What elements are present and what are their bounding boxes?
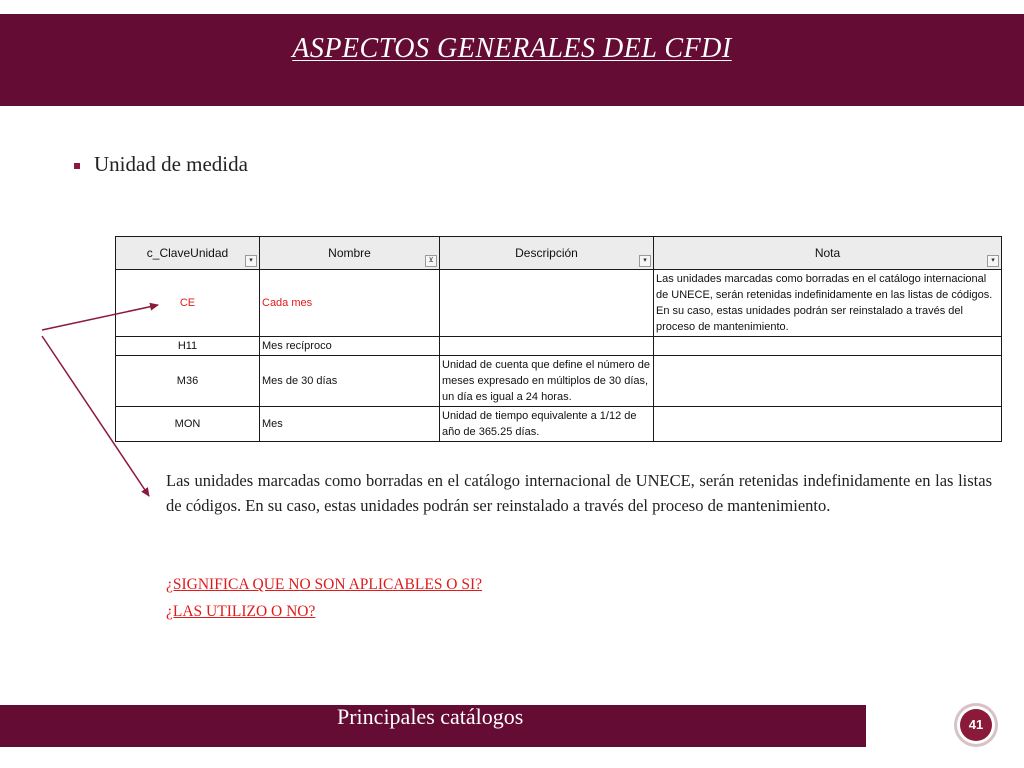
cell-code: M36	[116, 356, 260, 407]
arrow-to-explanation	[42, 336, 149, 496]
cell-code: MON	[116, 407, 260, 442]
column-header-label: c_ClaveUnidad	[146, 246, 229, 260]
cell-name: Mes de 30 días	[260, 356, 440, 407]
footer-label: Principales catálogos	[337, 704, 524, 729]
column-header-label: Nota	[814, 246, 841, 260]
section-heading: Unidad de medida	[94, 152, 248, 176]
cell-description: Unidad de tiempo equivalente a 1/12 de año de 365.25 días.	[440, 407, 654, 442]
column-header-label: Nombre	[328, 246, 371, 260]
cell-code: H11	[116, 337, 260, 356]
cell-name: Mes	[260, 407, 440, 442]
filter-dropdown-icon[interactable]: ▾	[987, 255, 999, 267]
page-number: 41	[968, 717, 984, 732]
cell-name: Mes recíproco	[260, 337, 440, 356]
filter-active-icon[interactable]: ⊻	[425, 255, 437, 267]
filter-dropdown-icon[interactable]: ▾	[245, 255, 257, 267]
question-applicable: ¿SIGNIFICA QUE NO SON APLICABLES O SI?	[166, 576, 483, 593]
cell-name: Cada mes	[260, 270, 440, 337]
slide-title: ASPECTOS GENERALES DEL CFDI	[292, 33, 732, 64]
cell-code: CE	[116, 270, 260, 337]
filter-dropdown-icon[interactable]: ▾	[639, 255, 651, 267]
column-header-label: Descripción	[515, 246, 578, 260]
cell-description: Unidad de cuenta que define el número de meses expresado en múltiplos de 30 días, un día es igual a 24 horas.	[440, 356, 654, 407]
cell-note: Las unidades marcadas como borradas en el catálogo internacional de UNECE, serán retenidas indefinidamente en las listas de códigos. En su caso, estas unidades podrán ser reinstalado a través del proceso de mantenimiento.	[654, 270, 1002, 337]
explanation-paragraph: Las unidades marcadas como borradas en el catálogo internacional de UNECE, serán retenidas indefinidamente en las listas de códigos. En su caso, estas unidades podrán ser reinstalado a través del proceso de mantenimiento.	[166, 471, 992, 515]
question-use: ¿LAS UTILIZO O NO?	[166, 603, 316, 620]
arrow-to-ce-row	[42, 305, 158, 330]
